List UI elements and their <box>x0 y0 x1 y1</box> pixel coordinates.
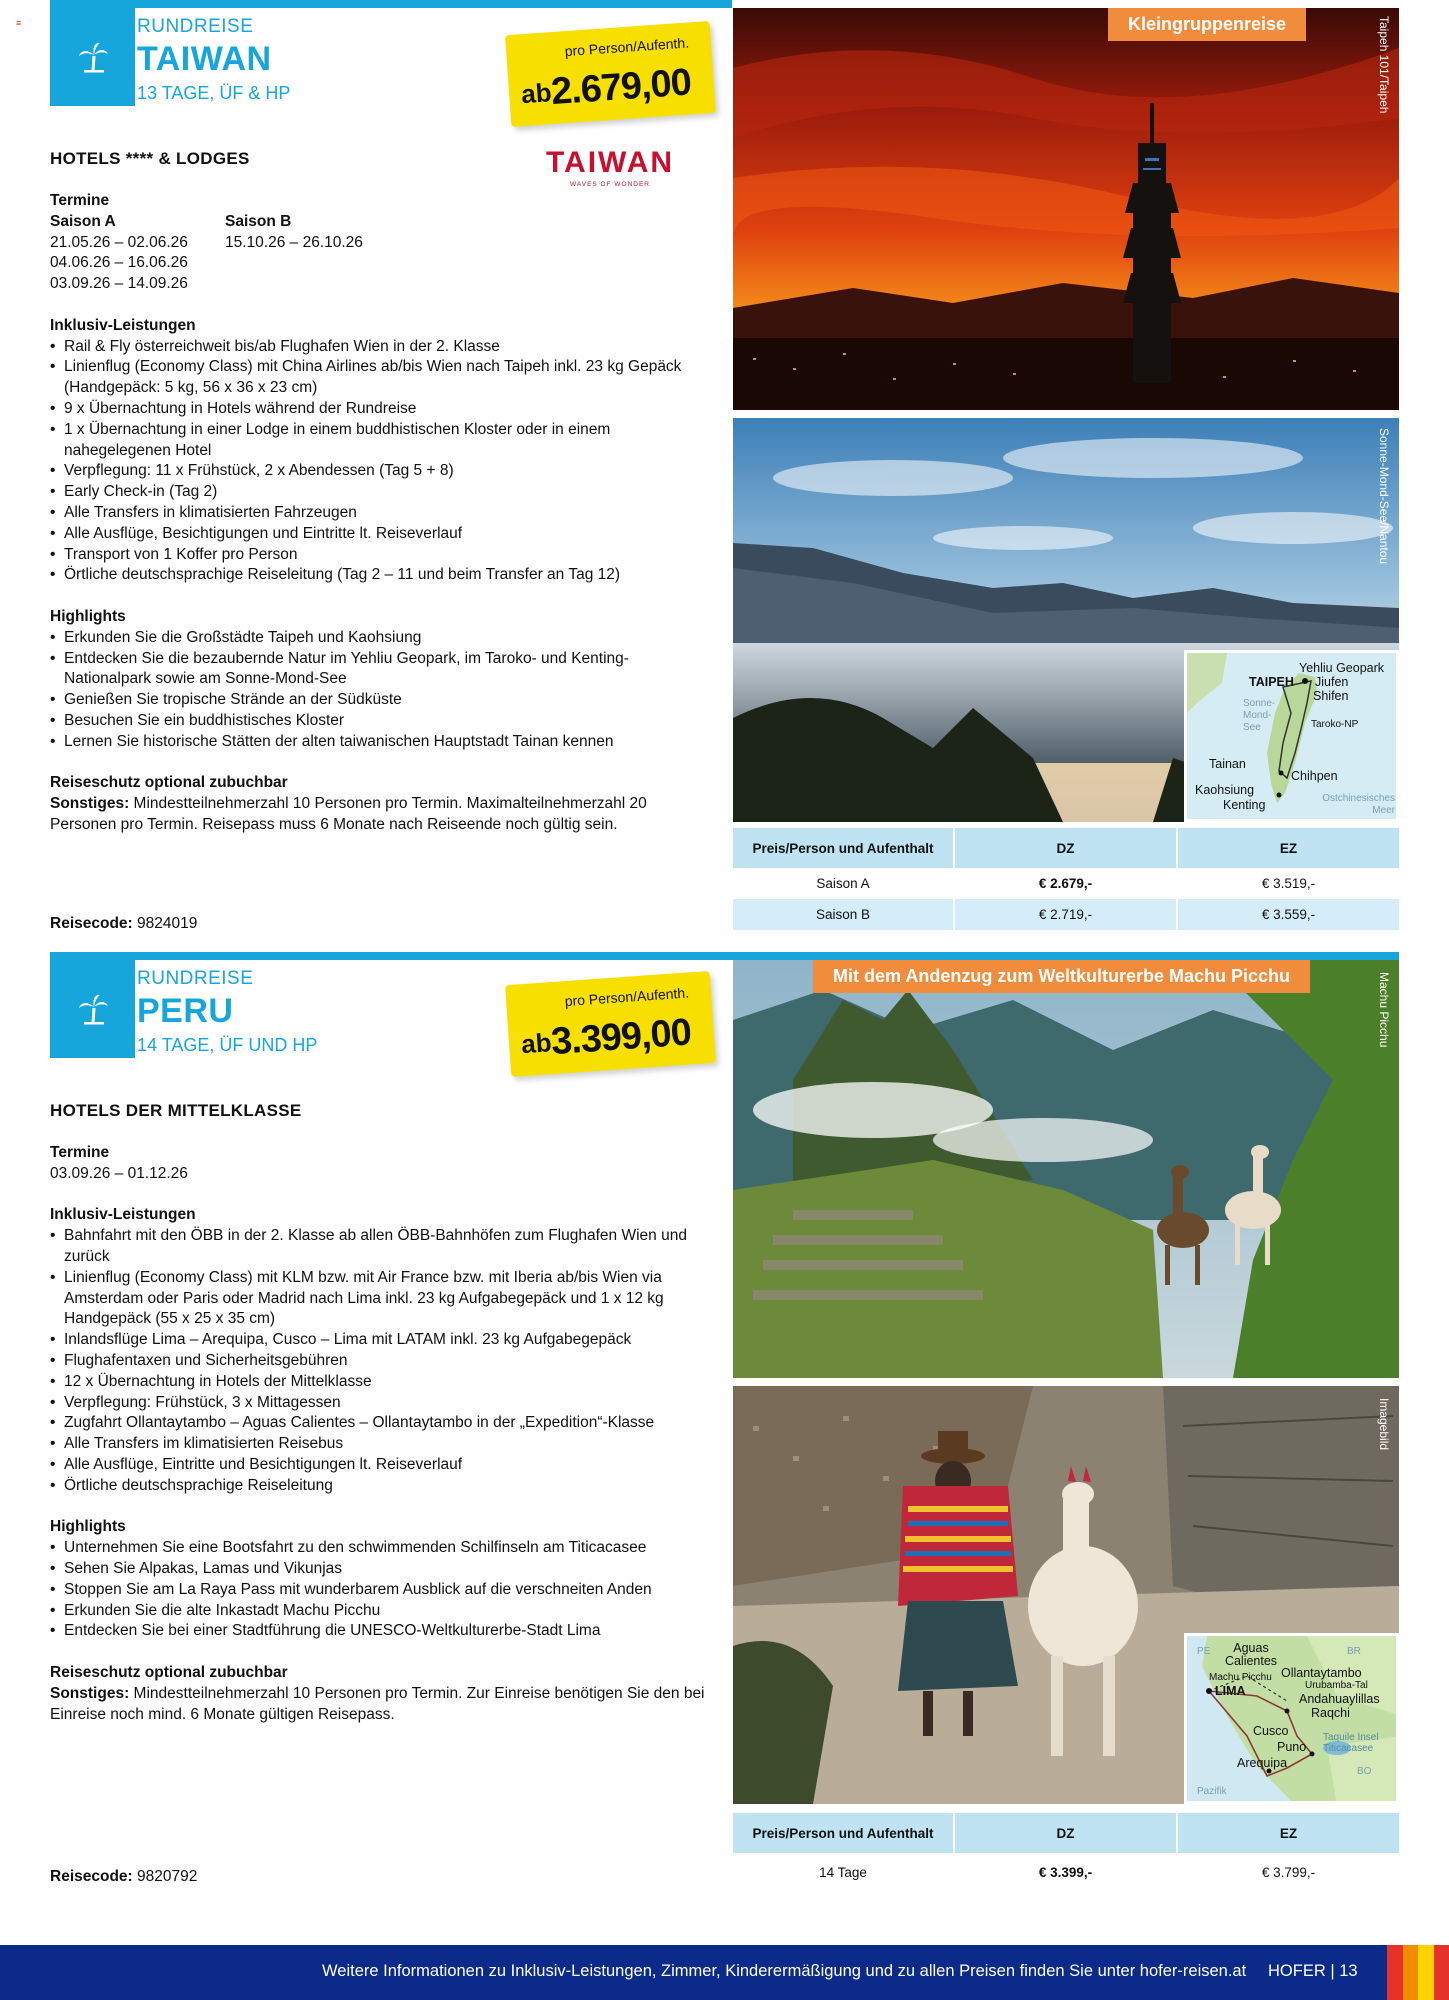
map-label: Taroko-NP <box>1311 719 1359 730</box>
list-item: • Alle Ausflüge, Besichtigungen und Eintritte lt. Reiseverlauf <box>50 524 710 545</box>
price-amount: 3.399,00 <box>549 1011 693 1064</box>
footer-info: Weitere Informationen zu Inklusiv-Leistungen, Zimmer, Kinderermäßigung und zu allen Preisen finden Sie unter hofer-reisen.at <box>322 1962 1247 1980</box>
map-label: Arequipa <box>1237 1756 1288 1770</box>
peru-topbar <box>50 952 1399 960</box>
list-item: • Örtliche deutschsprachige Reiseleitung <box>50 1476 710 1497</box>
map-label: Sonne-Mond-See <box>1243 698 1276 733</box>
map-label: Jiufen <box>1315 675 1349 689</box>
map-label: TAIPEH <box>1249 675 1294 689</box>
sonstiges-note <box>50 1684 710 1726</box>
map-label: Kenting <box>1223 798 1266 812</box>
list-item: • Rail & Fly österreichweit bis/ab Flughafen Wien in der 2. Klasse <box>50 337 710 358</box>
termine-date: 03.09.26 – 01.12.26 <box>50 1164 188 1182</box>
list-item: • Linienflug (Economy Class) mit KLM bzw. mit Air France bzw. mit Iberia ab/bis Wien via Amsterdam oder Paris oder Madrid nach Lima inkl. 23 kg Aufgabegepäck und 1 x 12 kg Handgepäck (55 x 25 x 35 cm) <box>50 1268 710 1330</box>
list-item: • 12 x Übernachtung in Hotels der Mittelklasse <box>50 1372 710 1393</box>
price-amount: 2.679,00 <box>549 61 693 114</box>
brand-stripes <box>1387 1945 1449 2000</box>
table-row <box>733 1853 1399 1891</box>
list-item: • Erkunden Sie die alte Inkastadt Machu Picchu <box>50 1601 710 1622</box>
map-label: BR <box>1347 1646 1361 1657</box>
machu-picchu-image <box>733 960 1399 1378</box>
list-item: • Linienflug (Economy Class) mit China Airlines ab/bis Wien nach Taipeh inkl. 23 kg Gepäck (Handgepäck: 5 kg, 56 x 36 x 23 cm) <box>50 357 710 399</box>
highlights-list <box>50 1538 710 1642</box>
map-label: Ollantaytambo <box>1281 1666 1362 1680</box>
table-cell: € 3.519,- <box>1176 868 1399 899</box>
hotel-category: HOTELS **** & LODGES <box>50 149 250 168</box>
peru-map-graphic <box>1187 1636 1399 1804</box>
map-label: Tainan <box>1209 757 1246 771</box>
reisecode-label: Reisecode: <box>50 915 133 932</box>
list-item: • Flughafentaxen und Sicherheitsgebühren <box>50 1351 710 1372</box>
column-header: DZ <box>953 828 1176 868</box>
list-item: • Stoppen Sie am La Raya Pass mit wunderbarem Ausblick auf die verschneiten Anden <box>50 1580 710 1601</box>
peru-details <box>50 1143 710 1725</box>
map-label: LIMA <box>1215 1684 1246 1698</box>
photo-caption: Sonne-Mond-See/Nantou <box>1377 428 1391 565</box>
table-cell: € 3.799,- <box>1176 1853 1399 1891</box>
list-item: • Bahnfahrt mit den ÖBB in der 2. Klasse ab allen ÖBB-Bahnhöfen zum Flughafen Wien und zurück <box>50 1226 710 1268</box>
reisecode-label: Reisecode: <box>50 1868 133 1885</box>
map-label: Chihpen <box>1291 769 1338 783</box>
table-cell: € 3.559,- <box>1176 899 1399 930</box>
list-item: • Sehen Sie Alpakas, Lamas und Vikunjas <box>50 1559 710 1580</box>
taiwan-topbar <box>50 0 732 8</box>
taiwan-ribbon: Kleingruppenreise <box>1108 8 1306 41</box>
palm-icon <box>50 8 135 106</box>
season-columns <box>50 212 710 295</box>
peru-reisecode <box>50 1868 197 1886</box>
list-item: • Genießen Sie tropische Strände an der Südküste <box>50 690 710 711</box>
column-header: EZ <box>1176 1813 1399 1853</box>
tour-kind: RUNDREISE <box>137 968 254 989</box>
list-item: • Örtliche deutschsprachige Reiseleitung (Tag 2 – 11 und beim Transfer an Tag 12) <box>50 565 710 586</box>
list-item: • Zugfahrt Ollantaytambo – Aguas Calientes – Ollantaytambo in der „Expedition“-Klasse <box>50 1413 710 1434</box>
list-item: • Besuchen Sie ein buddhistisches Kloster <box>50 711 710 732</box>
taiwan-reisecode <box>50 915 197 933</box>
list-item: • Alle Transfers in klimatisierten Fahrzeugen <box>50 503 710 524</box>
table-cell: € 3.399,- <box>953 1853 1176 1891</box>
tour-duration: 14 TAGE, ÜF UND HP <box>137 1035 318 1055</box>
termine-heading: Termine <box>50 1144 110 1161</box>
list-item: • 1 x Übernachtung in einer Lodge in einem buddhistischen Kloster oder in einem nahegelegenen Hotel <box>50 420 710 462</box>
inklusiv-heading: Inklusiv-Leistungen <box>50 316 196 334</box>
list-item: • Erkunden Sie die Großstädte Taipeh und Kaohsiung <box>50 628 710 649</box>
hotel-category: HOTELS DER MITTELKLASSE <box>50 1101 302 1120</box>
list-item: • Alle Ausflüge, Eintritte und Besichtigungen lt. Reiseverlauf <box>50 1455 710 1476</box>
taipei-skyline-image <box>733 8 1399 410</box>
season-b-date: 15.10.26 – 26.10.26 <box>225 233 363 251</box>
map-label: Puno <box>1277 1740 1307 1754</box>
photo-caption: Imagebild <box>1377 1398 1391 1451</box>
season-a-date: 04.06.26 – 16.06.26 <box>50 254 188 272</box>
map-label: Kaohsiung <box>1195 783 1255 797</box>
map-label: Pazifik <box>1197 1786 1227 1797</box>
map-label: Taquile Insel Titicacasee <box>1323 1732 1379 1754</box>
map-label: Machu Picchu <box>1209 1672 1272 1683</box>
highlights-heading: Highlights <box>50 607 126 625</box>
peru-heading <box>137 968 317 1056</box>
column-header: Preis/Person und Aufenthalt <box>752 1825 934 1841</box>
map-label: BO <box>1357 1766 1372 1777</box>
table-row <box>733 899 1399 930</box>
taiwan-heading <box>137 16 290 104</box>
table-header <box>733 1813 1399 1853</box>
tour-kind: RUNDREISE <box>137 16 254 37</box>
table-cell: € 2.719,- <box>953 899 1176 930</box>
map-label: Aguas Calientes <box>1224 1641 1278 1668</box>
column-header: EZ <box>1176 828 1399 868</box>
sonstiges-text: Mindestteilnehmerzahl 10 Personen pro Termin. Zur Einreise benötigen Sie den bei Einreise noch mind. 6 Monate gültigen Reisepass. <box>50 1684 705 1723</box>
taiwan-map <box>1184 650 1399 822</box>
inklusiv-heading: Inklusiv-Leistungen <box>50 1206 196 1224</box>
photo-caption: Taipeh 101/Taipeh <box>1377 16 1391 114</box>
machu-picchu-photo <box>733 960 1399 1378</box>
peru-price-badge <box>505 971 716 1077</box>
list-item: • Unternehmen Sie eine Bootsfahrt zu den schwimmenden Schilfinseln am Titicacasee <box>50 1538 710 1559</box>
table-cell: 14 Tage <box>819 1864 867 1880</box>
season-a-label: Saison A <box>50 212 116 230</box>
peru-price-table <box>733 1813 1399 1891</box>
termine-heading: Termine <box>50 192 110 209</box>
reisecode-value: 9820792 <box>137 1868 198 1885</box>
taiwan-details <box>50 191 710 836</box>
list-item: • 9 x Übernachtung in Hotels während der Rundreise <box>50 399 710 420</box>
taiwan-price-table <box>733 828 1399 930</box>
season-a-date: 21.05.26 – 02.06.26 <box>50 233 188 251</box>
inklusiv-list <box>50 1226 710 1496</box>
column-header: Preis/Person und Aufenthalt <box>752 840 934 856</box>
peru-map <box>1184 1633 1399 1804</box>
tour-duration: 13 TAGE, ÜF & HP <box>137 83 291 103</box>
destination-title: TAIWAN <box>137 40 272 78</box>
sonstiges-text: Mindestteilnehmerzahl 10 Personen pro Termin. Maximalteilnehmerzahl 20 Personen pro Termin. Reisepass muss 6 Monate nach Reiseende noch gültig sein. <box>50 795 647 833</box>
table-cell: Saison B <box>815 907 871 922</box>
table-row <box>733 868 1399 899</box>
sonstiges-note <box>50 794 710 836</box>
list-item: • Early Check-in (Tag 2) <box>50 482 710 503</box>
photo-caption: Machu Picchu <box>1377 972 1391 1048</box>
peru-ribbon: Mit dem Andenzug zum Weltkulturerbe Machu Picchu <box>813 960 1310 993</box>
price-prefix: ab <box>520 77 553 110</box>
page-footer <box>0 1945 1449 2000</box>
price-label: pro Person/Aufenth. <box>564 984 690 1010</box>
list-item: • Transport von 1 Koffer pro Person <box>50 545 710 566</box>
season-a-date: 03.09.26 – 14.09.26 <box>50 275 188 293</box>
price-label: pro Person/Aufenth. <box>564 34 690 60</box>
price-prefix: ab <box>520 1027 553 1060</box>
table-header <box>733 828 1399 868</box>
list-item: • Inlandsflüge Lima – Arequipa, Cusco – Lima mit LATAM inkl. 23 kg Aufgabegepäck <box>50 1330 710 1351</box>
taipei-101-photo <box>733 8 1399 410</box>
inklusiv-list <box>50 337 710 587</box>
reiseschutz-note: Reiseschutz optional zubuchbar <box>50 774 288 792</box>
map-label: Andahuaylillas <box>1299 1692 1380 1706</box>
menu-icon[interactable]: ≡ <box>16 18 22 28</box>
map-label: PE <box>1197 1646 1211 1657</box>
map-label: Raqchi <box>1311 1706 1350 1720</box>
highlights-heading: Highlights <box>50 1518 126 1536</box>
taiwan-price-badge <box>505 21 716 127</box>
palm-icon <box>50 960 135 1058</box>
list-item: • Lernen Sie historische Stätten der alten taiwanischen Hauptstadt Tainan kennen <box>50 732 710 753</box>
footer-brand-page: HOFER | 13 <box>1268 1962 1358 1980</box>
sonstiges-label: Sonstiges: <box>50 1684 130 1702</box>
logo-subtitle: WAVES OF WONDER <box>570 181 650 188</box>
reisecode-value: 9824019 <box>137 915 198 932</box>
highlights-list <box>50 628 710 753</box>
taiwan-logo <box>525 146 695 188</box>
list-item: • Alle Transfers im klimatisierten Reisebus <box>50 1434 710 1455</box>
map-label: Cusco <box>1253 1724 1289 1738</box>
list-item: • Entdecken Sie die bezaubernde Natur im Yehliu Geopark, im Taroko- und Kenting-Nationalpark sowie am Sonne-Mond-See <box>50 649 710 691</box>
logo-text: TAIWAN <box>545 146 675 179</box>
column-header: DZ <box>953 1813 1176 1853</box>
map-label: Yehliu Geopark <box>1299 661 1385 675</box>
list-item: • Verpflegung: Frühstück, 3 x Mittagessen <box>50 1393 710 1414</box>
table-cell: € 2.679,- <box>953 868 1176 899</box>
sonstiges-label: Sonstiges: <box>50 795 130 813</box>
map-label: Ostchinesisches Meer <box>1322 793 1395 816</box>
list-item: • Entdecken Sie bei einer Stadtführung die UNESCO-Weltkulturerbe-Stadt Lima <box>50 1621 710 1642</box>
list-item: • Verpflegung: 11 x Frühstück, 2 x Abendessen (Tag 5 + 8) <box>50 461 710 482</box>
map-label: Urubamba-Tal <box>1305 1680 1368 1691</box>
destination-title: PERU <box>137 992 234 1030</box>
map-label: Shifen <box>1313 689 1349 703</box>
season-b-label: Saison B <box>225 212 292 230</box>
reiseschutz-note: Reiseschutz optional zubuchbar <box>50 1663 288 1681</box>
table-cell: Saison A <box>816 876 870 891</box>
